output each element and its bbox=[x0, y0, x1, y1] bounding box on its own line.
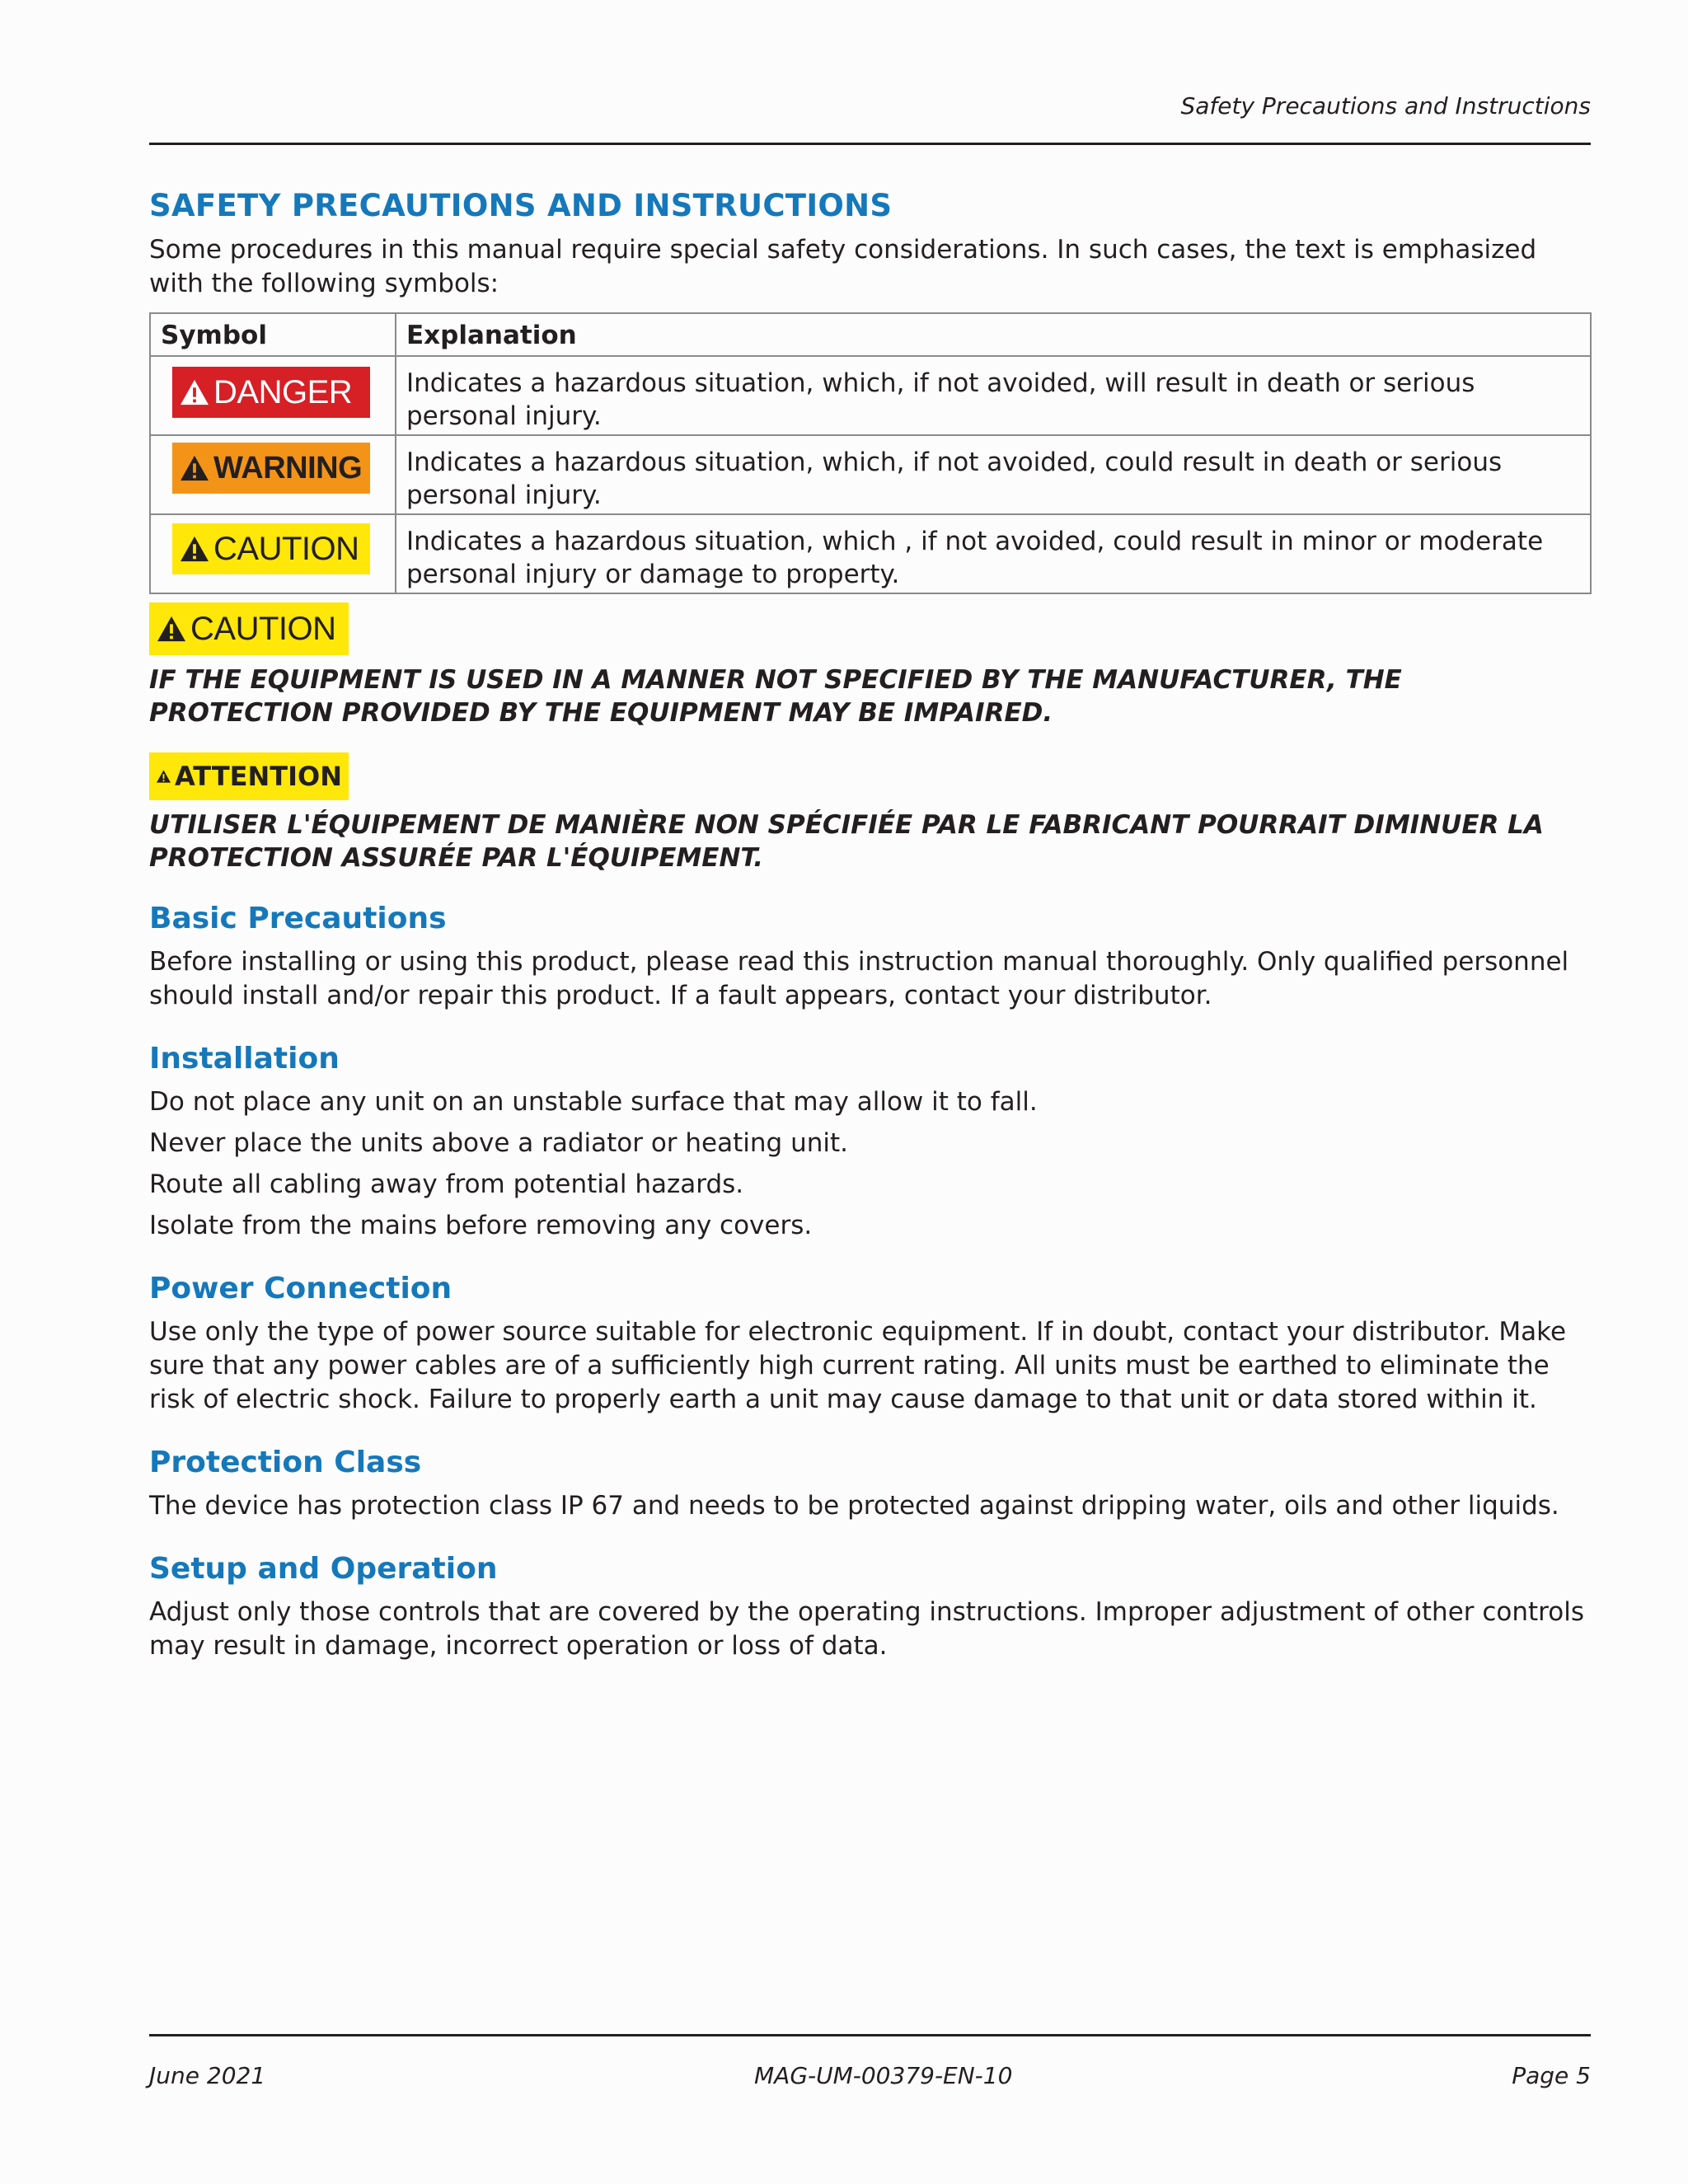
footer-date: June 2021 bbox=[149, 2062, 266, 2089]
warning-label-text: WARNING bbox=[213, 451, 363, 485]
list-item: Never place the units above a radiator or heating unit. bbox=[149, 1128, 848, 1158]
section-heading-setup-operation: Setup and Operation bbox=[149, 1552, 498, 1586]
section-heading-basic-precautions: Basic Precautions bbox=[149, 902, 447, 935]
column-header-explanation: Explanation bbox=[396, 313, 1591, 356]
table-row bbox=[150, 514, 1591, 593]
caution-badge bbox=[149, 602, 349, 655]
list-item: Do not place any unit on an unstable surface that may allow it to fall. bbox=[149, 1087, 1038, 1117]
basic-precautions-text: Before installing or using this product, please read this instruction manual thoroughly. Only qualified personnel should install and/or repair this product. If a fault appears, contact your distributor. bbox=[149, 947, 1569, 1010]
attention-badge bbox=[149, 752, 349, 800]
attention-badge-text: ATTENTION bbox=[174, 761, 342, 792]
list-item: Route all cabling away from potential hazards. bbox=[149, 1169, 744, 1199]
caution-badge-text: CAUTION bbox=[190, 610, 336, 647]
footer-doc-id: MAG-UM-00379-EN-10 bbox=[754, 2062, 1013, 2089]
header-rule bbox=[149, 143, 1591, 145]
explanation-cell: Indicates a hazardous situation, which , if not avoided, could result in minor or moderate personal injury or damage to property. bbox=[396, 514, 1591, 593]
danger-label bbox=[172, 367, 370, 418]
symbol-cell bbox=[150, 356, 396, 435]
warning-triangle-icon bbox=[156, 615, 187, 643]
warning-label bbox=[172, 443, 370, 494]
table-header-row bbox=[150, 313, 1591, 356]
attention-notice-text: UTILISER L'ÉQUIPEMENT DE MANIÈRE NON SPÉCIFIÉE PAR LE FABRICANT POURRAIT DIMINUER LA PROTECTION ASSURÉE PAR L'ÉQUIPEMENT. bbox=[149, 810, 1544, 873]
installation-list bbox=[149, 1085, 1591, 1243]
symbol-cell bbox=[150, 514, 396, 593]
page-content bbox=[149, 188, 1591, 1663]
explanation-cell: Indicates a hazardous situation, which, if not avoided, could result in death or serious personal injury. bbox=[396, 435, 1591, 514]
table-row bbox=[150, 356, 1591, 435]
explanation-cell: Indicates a hazardous situation, which, if not avoided, will result in death or serious personal injury. bbox=[396, 356, 1591, 435]
section-heading-power-connection: Power Connection bbox=[149, 1272, 452, 1305]
warning-triangle-icon bbox=[179, 454, 210, 482]
page-title: SAFETY PRECAUTIONS AND INSTRUCTIONS bbox=[149, 188, 893, 223]
running-header: Safety Precautions and Instructions bbox=[1180, 92, 1591, 120]
section-heading-installation: Installation bbox=[149, 1042, 340, 1076]
column-header-symbol: Symbol bbox=[150, 313, 396, 356]
warning-triangle-icon bbox=[156, 762, 171, 790]
protection-class-text: The device has protection class IP 67 and needs to be protected against dripping water, oils and other liquids. bbox=[149, 1491, 1559, 1521]
caution-notice-text: IF THE EQUIPMENT IS USED IN A MANNER NOT SPECIFIED BY THE MANUFACTURER, THE PROTECTION PROVIDED BY THE EQUIPMENT MAY BE IMPAIRED. bbox=[149, 665, 1402, 728]
attention-notice bbox=[149, 752, 1591, 800]
footer-page-number: Page 5 bbox=[1512, 2062, 1591, 2089]
power-connection-text: Use only the type of power source suitable for electronic equipment. If in doubt, contact your distributor. Make sure that any power cables are of a sufficiently high current rating. All units must be earthed to eliminate the risk of electric shock. Failure to properly earth a unit may cause damage to that unit or data stored within it. bbox=[149, 1317, 1567, 1414]
warning-triangle-icon bbox=[179, 535, 210, 563]
symbol-table bbox=[149, 312, 1592, 594]
caution-notice bbox=[149, 602, 1591, 655]
danger-label-text: DANGER bbox=[213, 374, 353, 410]
table-row bbox=[150, 435, 1591, 514]
warning-triangle-icon bbox=[179, 378, 210, 406]
list-item: Isolate from the mains before removing any covers. bbox=[149, 1211, 813, 1240]
symbol-cell bbox=[150, 435, 396, 514]
setup-operation-text: Adjust only those controls that are covered by the operating instructions. Improper adjustment of other controls may result in damage, incorrect operation or loss of data. bbox=[149, 1597, 1584, 1661]
caution-label bbox=[172, 523, 370, 574]
caution-label-text: CAUTION bbox=[213, 531, 359, 567]
intro-paragraph: Some procedures in this manual require special safety considerations. In such cases, the text is emphasized with the following symbols: bbox=[149, 235, 1537, 298]
footer-rule bbox=[149, 2034, 1591, 2036]
section-heading-protection-class: Protection Class bbox=[149, 1446, 422, 1479]
